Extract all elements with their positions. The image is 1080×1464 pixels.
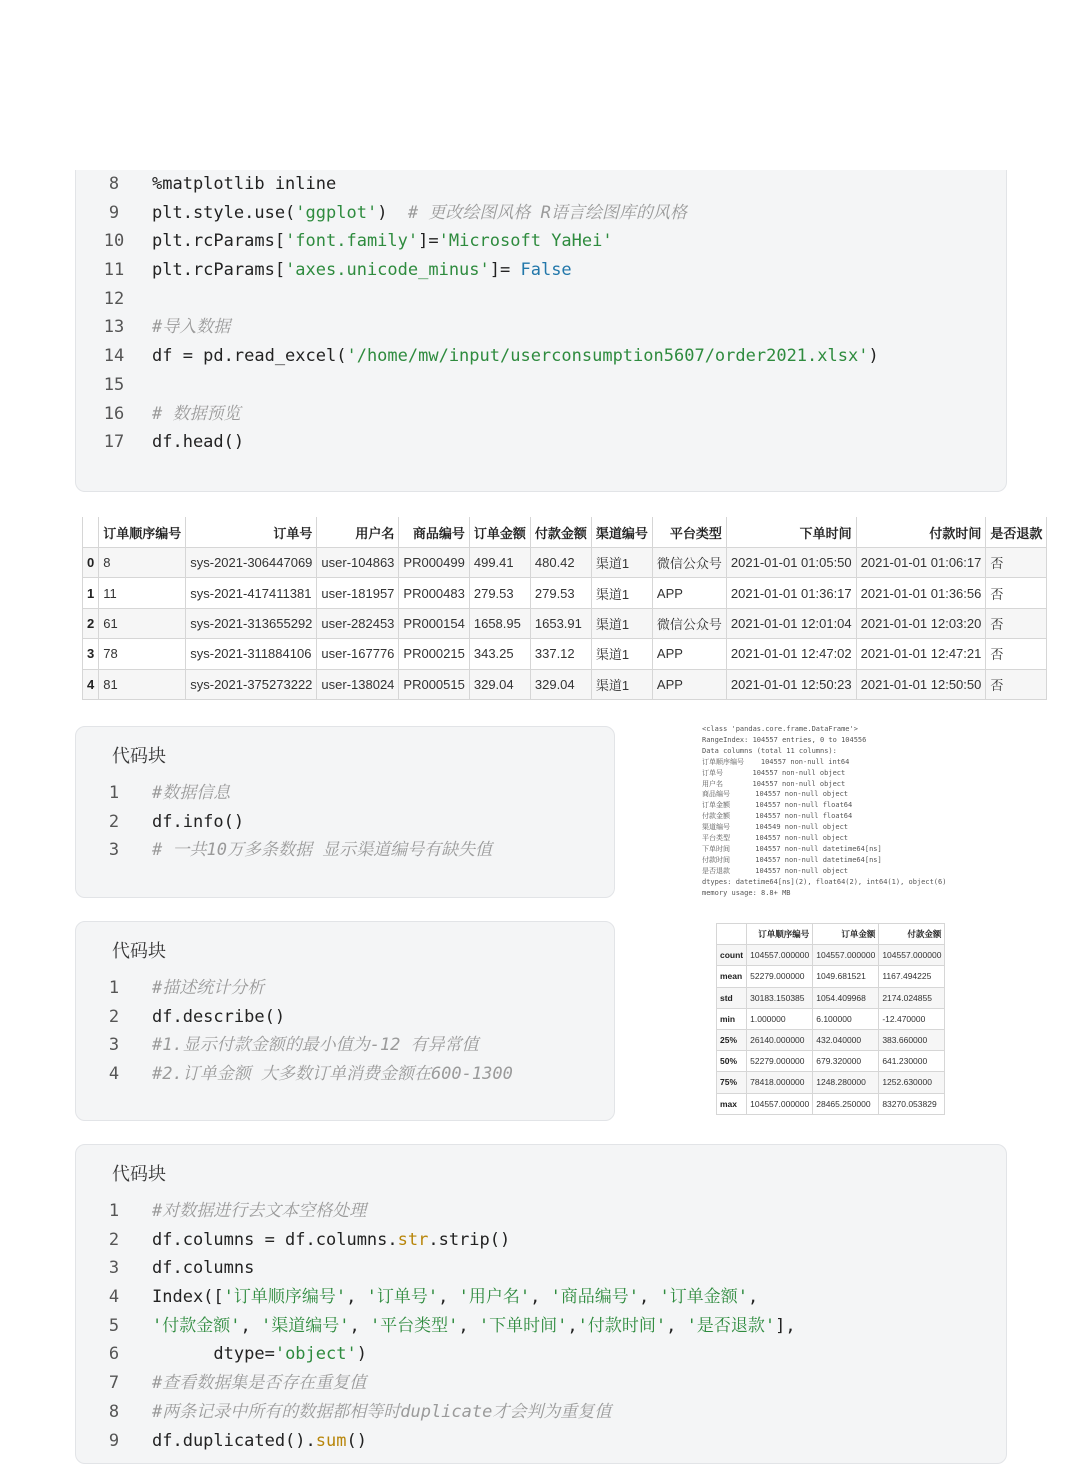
code-lines (76, 779, 614, 865)
code-token: %matplotlib inline (152, 174, 337, 194)
code-token: , (666, 1315, 687, 1336)
table-cell: 1248.280000 (813, 1072, 879, 1093)
describe-output-table (716, 923, 945, 1115)
table-cell: 81 (99, 669, 186, 699)
code-token: , (240, 1315, 261, 1336)
line-number: 12 (103, 288, 125, 309)
code-token: dtype= (152, 1344, 275, 1365)
column-header: 订单顺序编号 (747, 924, 813, 945)
code-token: , (639, 1287, 660, 1308)
table-cell: user-167776 (317, 639, 399, 669)
info-line: 订单号 104557 non-null object (702, 768, 846, 777)
line-number: 7 (108, 1373, 120, 1394)
code-token: str (397, 1229, 429, 1250)
code-token: .strip() (428, 1229, 511, 1250)
table-cell: 微信公众号 (652, 548, 726, 578)
line-number: 4 (108, 1064, 120, 1085)
code-token: #两条记录中所有的数据都相等时duplicate才会判为重复值 (152, 1401, 612, 1422)
table-cell: 11 (99, 578, 186, 608)
table-cell: 26140.000000 (747, 1029, 813, 1050)
code-token: # 一共10万多条数据 显示渠道编号有缺失值 (152, 840, 493, 861)
code-token: '下单时间' (478, 1315, 568, 1336)
line-number: 9 (108, 1430, 120, 1451)
code-text (152, 313, 230, 342)
info-line: 订单顺序编号 104557 non-null int64 (702, 757, 850, 766)
line-number: 3 (108, 840, 120, 861)
code-token: '付款金额' (152, 1315, 241, 1336)
code-token: ) (356, 1344, 367, 1365)
code-text (152, 1060, 513, 1089)
table-cell: sys-2021-375273222 (186, 669, 317, 699)
table-row (83, 548, 1047, 578)
code-line (76, 371, 1006, 400)
table-cell: 480.42 (530, 548, 591, 578)
table-cell: 8 (99, 548, 186, 578)
code-line (76, 428, 1006, 457)
line-number: 1 (108, 978, 120, 998)
table-header-row (717, 924, 945, 945)
column-header: 订单顺序编号 (99, 517, 186, 548)
code-token: , (567, 1315, 578, 1336)
table-row (83, 639, 1047, 669)
code-text (152, 1031, 479, 1060)
line-number: 9 (108, 202, 120, 223)
table-cell: 1167.494225 (879, 966, 945, 987)
code-token: #数据信息 (152, 783, 231, 803)
column-header: 用户名 (317, 517, 399, 548)
code-text (152, 1369, 366, 1398)
table-cell: 78 (99, 639, 186, 669)
code-lines (76, 170, 1006, 457)
table-cell: 52279.000000 (747, 966, 813, 987)
line-number: 2 (108, 811, 120, 832)
code-token: () (346, 1430, 367, 1451)
info-line: RangeIndex: 104557 entries, 0 to 104556 (702, 735, 867, 744)
table-cell: 329.04 (469, 669, 530, 699)
table-cell: 28465.250000 (813, 1093, 879, 1114)
info-line: 是否退款 104557 non-null object (702, 866, 849, 875)
table-cell: user-138024 (317, 669, 399, 699)
table-cell: 2021-01-01 12:03:20 (856, 608, 986, 638)
code-token: '平台类型' (369, 1315, 459, 1336)
table-cell: 1658.95 (469, 608, 530, 638)
table-cell: sys-2021-311884106 (186, 639, 317, 669)
line-number: 6 (108, 1344, 120, 1365)
line-number: 1 (108, 783, 120, 803)
table-cell: sys-2021-313655292 (186, 608, 317, 638)
code-text (152, 1398, 611, 1427)
code-token: plt.rcParams[ (152, 231, 286, 252)
code-line (76, 1312, 1006, 1341)
code-token: df.describe() (152, 1006, 286, 1027)
table-cell: 2021-01-01 12:47:02 (726, 639, 856, 669)
code-line (76, 1226, 1006, 1255)
info-line: memory usage: 8.8+ MB (702, 888, 791, 897)
table-cell: 343.25 (469, 639, 530, 669)
code-text (152, 1283, 758, 1312)
row-index: 2 (83, 608, 99, 638)
line-number: 8 (108, 174, 120, 194)
row-index: 50% (717, 1051, 747, 1072)
code-text (152, 428, 244, 457)
table-cell: PR000499 (399, 548, 469, 578)
code-token: df.columns = df.columns. (152, 1229, 398, 1250)
table-cell: 6.100000 (813, 1008, 879, 1029)
table-row (83, 669, 1047, 699)
code-line (76, 1398, 1006, 1427)
column-header: 商品编号 (399, 517, 469, 548)
table-cell: 383.660000 (879, 1029, 945, 1050)
table-cell: 否 (986, 578, 1047, 608)
row-index: std (717, 987, 747, 1008)
table-cell: 679.320000 (813, 1051, 879, 1072)
table-cell: 30183.150385 (747, 987, 813, 1008)
row-index: mean (717, 966, 747, 987)
row-index: min (717, 1008, 747, 1029)
column-header: 平台类型 (652, 517, 726, 548)
table-cell: 1.000000 (747, 1008, 813, 1029)
info-line: 平台类型 104557 non-null object (702, 834, 849, 843)
table-cell: 2021-01-01 12:47:21 (856, 639, 986, 669)
code-lines (76, 974, 614, 1089)
row-index: 25% (717, 1029, 747, 1050)
line-number: 3 (108, 1035, 120, 1056)
table-row (717, 1093, 945, 1114)
code-token: plt.rcParams[ (152, 260, 286, 281)
table-cell: 1252.630000 (879, 1072, 945, 1093)
table-row (717, 1029, 945, 1050)
table-cell: 1049.681521 (813, 966, 879, 987)
line-number: 11 (103, 260, 125, 281)
code-text (152, 1254, 254, 1283)
row-index: max (717, 1093, 747, 1114)
column-header: 下单时间 (726, 517, 856, 548)
table-cell: -12.470000 (879, 1008, 945, 1029)
code-line (76, 170, 1006, 199)
code-text (152, 199, 687, 228)
column-header: 付款金额 (530, 517, 591, 548)
column-header: 是否退款 (986, 517, 1047, 548)
column-header (717, 924, 747, 945)
table-cell: user-282453 (317, 608, 399, 638)
code-line (76, 836, 614, 865)
table-row (83, 578, 1047, 608)
table-cell: 2021-01-01 01:36:17 (726, 578, 856, 608)
table-row (717, 1008, 945, 1029)
code-block-title: 代码块 (112, 746, 166, 767)
table-cell: 2174.024855 (879, 987, 945, 1008)
line-number: 17 (103, 432, 125, 453)
code-line (76, 1197, 1006, 1226)
code-text (152, 342, 879, 371)
code-token: df.head() (152, 432, 245, 453)
code-text (152, 836, 492, 865)
code-line (76, 974, 614, 1003)
code-token: 'ggplot' (295, 202, 378, 223)
row-index: count (717, 945, 747, 966)
column-header (83, 517, 99, 548)
code-line (76, 1283, 1006, 1312)
line-number: 1 (108, 1201, 120, 1221)
code-token: , (349, 1315, 370, 1336)
table-cell: PR000483 (399, 578, 469, 608)
code-token: '订单金额' (659, 1287, 749, 1308)
code-token: plt.style.use( (152, 202, 296, 223)
code-token: df.info() (152, 811, 245, 832)
table-cell: user-104863 (317, 548, 399, 578)
code-token: , (748, 1287, 759, 1308)
code-token: '用户名' (458, 1287, 531, 1308)
table-cell: 2021-01-01 01:36:56 (856, 578, 986, 608)
table-row (717, 945, 945, 966)
table-cell: 641.230000 (879, 1051, 945, 1072)
column-header: 付款金额 (879, 924, 945, 945)
code-line (76, 1254, 1006, 1283)
code-text (152, 1340, 367, 1369)
code-token: '订单号' (366, 1287, 439, 1308)
table-cell: 83270.053829 (879, 1093, 945, 1114)
table-header-row (83, 517, 1047, 548)
code-token: , (530, 1287, 551, 1308)
code-token: , (346, 1287, 367, 1308)
table-cell: 329.04 (530, 669, 591, 699)
line-number: 2 (108, 1229, 120, 1250)
info-line: dtypes: datetime64[ns](2), float64(2), int64(1), object(6) (702, 877, 947, 886)
table-cell: PR000515 (399, 669, 469, 699)
code-token: '渠道编号' (260, 1315, 350, 1336)
code-token: 'Microsoft YaHei' (438, 231, 613, 252)
code-token: '/home/mw/input/userconsumption5607/order2021.xlsx' (346, 346, 869, 367)
table-row (83, 608, 1047, 638)
table-cell: sys-2021-306447069 (186, 548, 317, 578)
table-cell: PR000215 (399, 639, 469, 669)
table-cell: 78418.000000 (747, 1072, 813, 1093)
code-token: # 更改绘图风格 R语言绘图库的风格 (407, 202, 687, 223)
code-token: ) (377, 202, 408, 223)
info-line: 用户名 104557 non-null object (702, 779, 846, 788)
code-text (152, 808, 244, 837)
row-index: 0 (83, 548, 99, 578)
table-cell: 104557.000000 (879, 945, 945, 966)
line-number: 2 (108, 1006, 120, 1027)
table-cell: 432.040000 (813, 1029, 879, 1050)
code-token: ]= (489, 260, 521, 281)
code-block-imports (75, 170, 1007, 492)
line-number: 14 (103, 346, 125, 367)
code-text (152, 1197, 366, 1226)
table-cell: 微信公众号 (652, 608, 726, 638)
table-cell: 337.12 (530, 639, 591, 669)
table-cell: 渠道1 (591, 669, 652, 699)
column-header: 订单号 (186, 517, 317, 548)
row-index: 3 (83, 639, 99, 669)
code-token: df.duplicated(). (152, 1430, 316, 1451)
table-cell: 2021-01-01 12:50:50 (856, 669, 986, 699)
code-line (76, 285, 1006, 314)
code-token: ]= (418, 231, 439, 252)
info-line: <class 'pandas.core.frame.DataFrame'> (702, 725, 858, 733)
line-number: 15 (103, 374, 125, 395)
table-cell: 否 (986, 639, 1047, 669)
row-index: 4 (83, 669, 99, 699)
code-line (76, 400, 1006, 429)
code-text (152, 400, 240, 429)
info-line: 付款金额 104557 non-null float64 (702, 812, 853, 821)
table-cell: sys-2021-417411381 (186, 578, 317, 608)
code-token: #描述统计分析 (152, 978, 265, 998)
line-number: 4 (108, 1287, 120, 1308)
table-cell: 104557.000000 (747, 945, 813, 966)
table-cell: APP (652, 578, 726, 608)
code-line (76, 1031, 614, 1060)
code-line (76, 227, 1006, 256)
code-token: #对数据进行去文本空格处理 (152, 1201, 367, 1221)
code-line (76, 808, 614, 837)
line-number: 13 (103, 317, 125, 338)
table-cell: 2021-01-01 01:05:50 (726, 548, 856, 578)
line-number: 10 (103, 231, 125, 252)
table-cell: 279.53 (530, 578, 591, 608)
line-number: 16 (103, 403, 125, 424)
code-line (76, 342, 1006, 371)
code-token: '商品编号' (550, 1287, 640, 1308)
code-token: ) (868, 346, 879, 367)
table-row (717, 1072, 945, 1093)
code-block-info (75, 726, 615, 898)
table-cell: APP (652, 639, 726, 669)
code-token: df = pd.read_excel( (152, 346, 347, 367)
info-line: 渠道编号 104549 non-null object (702, 823, 849, 832)
code-text (152, 1226, 510, 1255)
code-block-describe (75, 921, 615, 1121)
code-token: #导入数据 (152, 317, 231, 338)
code-lines (76, 1197, 1006, 1455)
table-row (717, 987, 945, 1008)
column-header: 订单金额 (469, 517, 530, 548)
code-line (76, 779, 614, 808)
code-token: # 数据预览 (152, 403, 241, 424)
code-token: '是否退款' (686, 1315, 776, 1336)
code-token: 'axes.unicode_minus' (285, 260, 490, 281)
info-line: 商品编号 104557 non-null object (702, 790, 849, 799)
code-token: sum (315, 1430, 347, 1451)
code-token: 'font.family' (285, 231, 419, 252)
table-cell: 渠道1 (591, 608, 652, 638)
code-token: 'object' (274, 1344, 357, 1365)
info-line: Data columns (total 11 columns): (702, 746, 837, 755)
code-token: Index([ (152, 1287, 224, 1308)
code-text (152, 170, 336, 199)
code-token: False (520, 260, 572, 281)
table-cell: 渠道1 (591, 548, 652, 578)
code-token: df.columns (152, 1258, 255, 1279)
table-row (717, 1051, 945, 1072)
code-line (76, 256, 1006, 285)
column-header: 付款时间 (856, 517, 986, 548)
code-line (76, 1060, 614, 1089)
info-line: 下单时间 104557 non-null datetime64[ns] (702, 844, 882, 853)
table-cell: 渠道1 (591, 639, 652, 669)
table-cell: 渠道1 (591, 578, 652, 608)
code-token: ], (775, 1315, 796, 1336)
code-line (76, 313, 1006, 342)
code-text (152, 1003, 285, 1032)
code-line (76, 1369, 1006, 1398)
code-token: #2.订单金额 大多数订单消费金额在600-1300 (152, 1064, 513, 1085)
info-line: 订单金额 104557 non-null float64 (702, 801, 853, 810)
code-token: #查看数据集是否存在重复值 (152, 1373, 367, 1394)
code-block-columns (75, 1144, 1007, 1464)
code-token: '付款时间' (577, 1315, 667, 1336)
table-cell: 否 (986, 548, 1047, 578)
table-cell: 499.41 (469, 548, 530, 578)
code-token: '订单顺序编号' (223, 1287, 347, 1308)
code-token: , (438, 1287, 459, 1308)
table-cell: 2021-01-01 01:06:17 (856, 548, 986, 578)
table-cell: 否 (986, 669, 1047, 699)
table-row (717, 966, 945, 987)
table-cell: APP (652, 669, 726, 699)
code-block-title: 代码块 (112, 1164, 166, 1185)
table-cell: user-181957 (317, 578, 399, 608)
code-text (152, 256, 572, 285)
code-text (152, 1427, 367, 1456)
code-line (76, 1340, 1006, 1369)
table-cell: 279.53 (469, 578, 530, 608)
code-line (76, 199, 1006, 228)
table-cell: 2021-01-01 12:50:23 (726, 669, 856, 699)
head-output-table (82, 517, 1047, 700)
table-cell: 61 (99, 608, 186, 638)
info-line: 付款时间 104557 non-null datetime64[ns] (702, 855, 882, 864)
table-cell: 2021-01-01 12:01:04 (726, 608, 856, 638)
line-number: 8 (108, 1401, 120, 1422)
column-header: 订单金额 (813, 924, 879, 945)
code-text (152, 1312, 796, 1341)
table-cell: 104557.000000 (813, 945, 879, 966)
row-index: 75% (717, 1072, 747, 1093)
code-text (152, 974, 264, 1003)
row-index: 1 (83, 578, 99, 608)
line-number: 3 (108, 1258, 120, 1279)
code-line (76, 1003, 614, 1032)
code-token: , (458, 1315, 479, 1336)
code-token: #1.显示付款金额的最小值为-12 有异常值 (152, 1035, 479, 1056)
code-line (76, 1427, 1006, 1456)
table-cell: 否 (986, 608, 1047, 638)
line-number: 5 (108, 1315, 120, 1336)
table-cell: PR000154 (399, 608, 469, 638)
column-header: 渠道编号 (591, 517, 652, 548)
table-cell: 52279.000000 (747, 1051, 813, 1072)
code-text (152, 227, 613, 256)
code-text (152, 779, 230, 808)
table-cell: 1653.91 (530, 608, 591, 638)
code-block-title: 代码块 (112, 941, 166, 962)
info-output (702, 724, 946, 899)
table-cell: 1054.409968 (813, 987, 879, 1008)
table-cell: 104557.000000 (747, 1093, 813, 1114)
